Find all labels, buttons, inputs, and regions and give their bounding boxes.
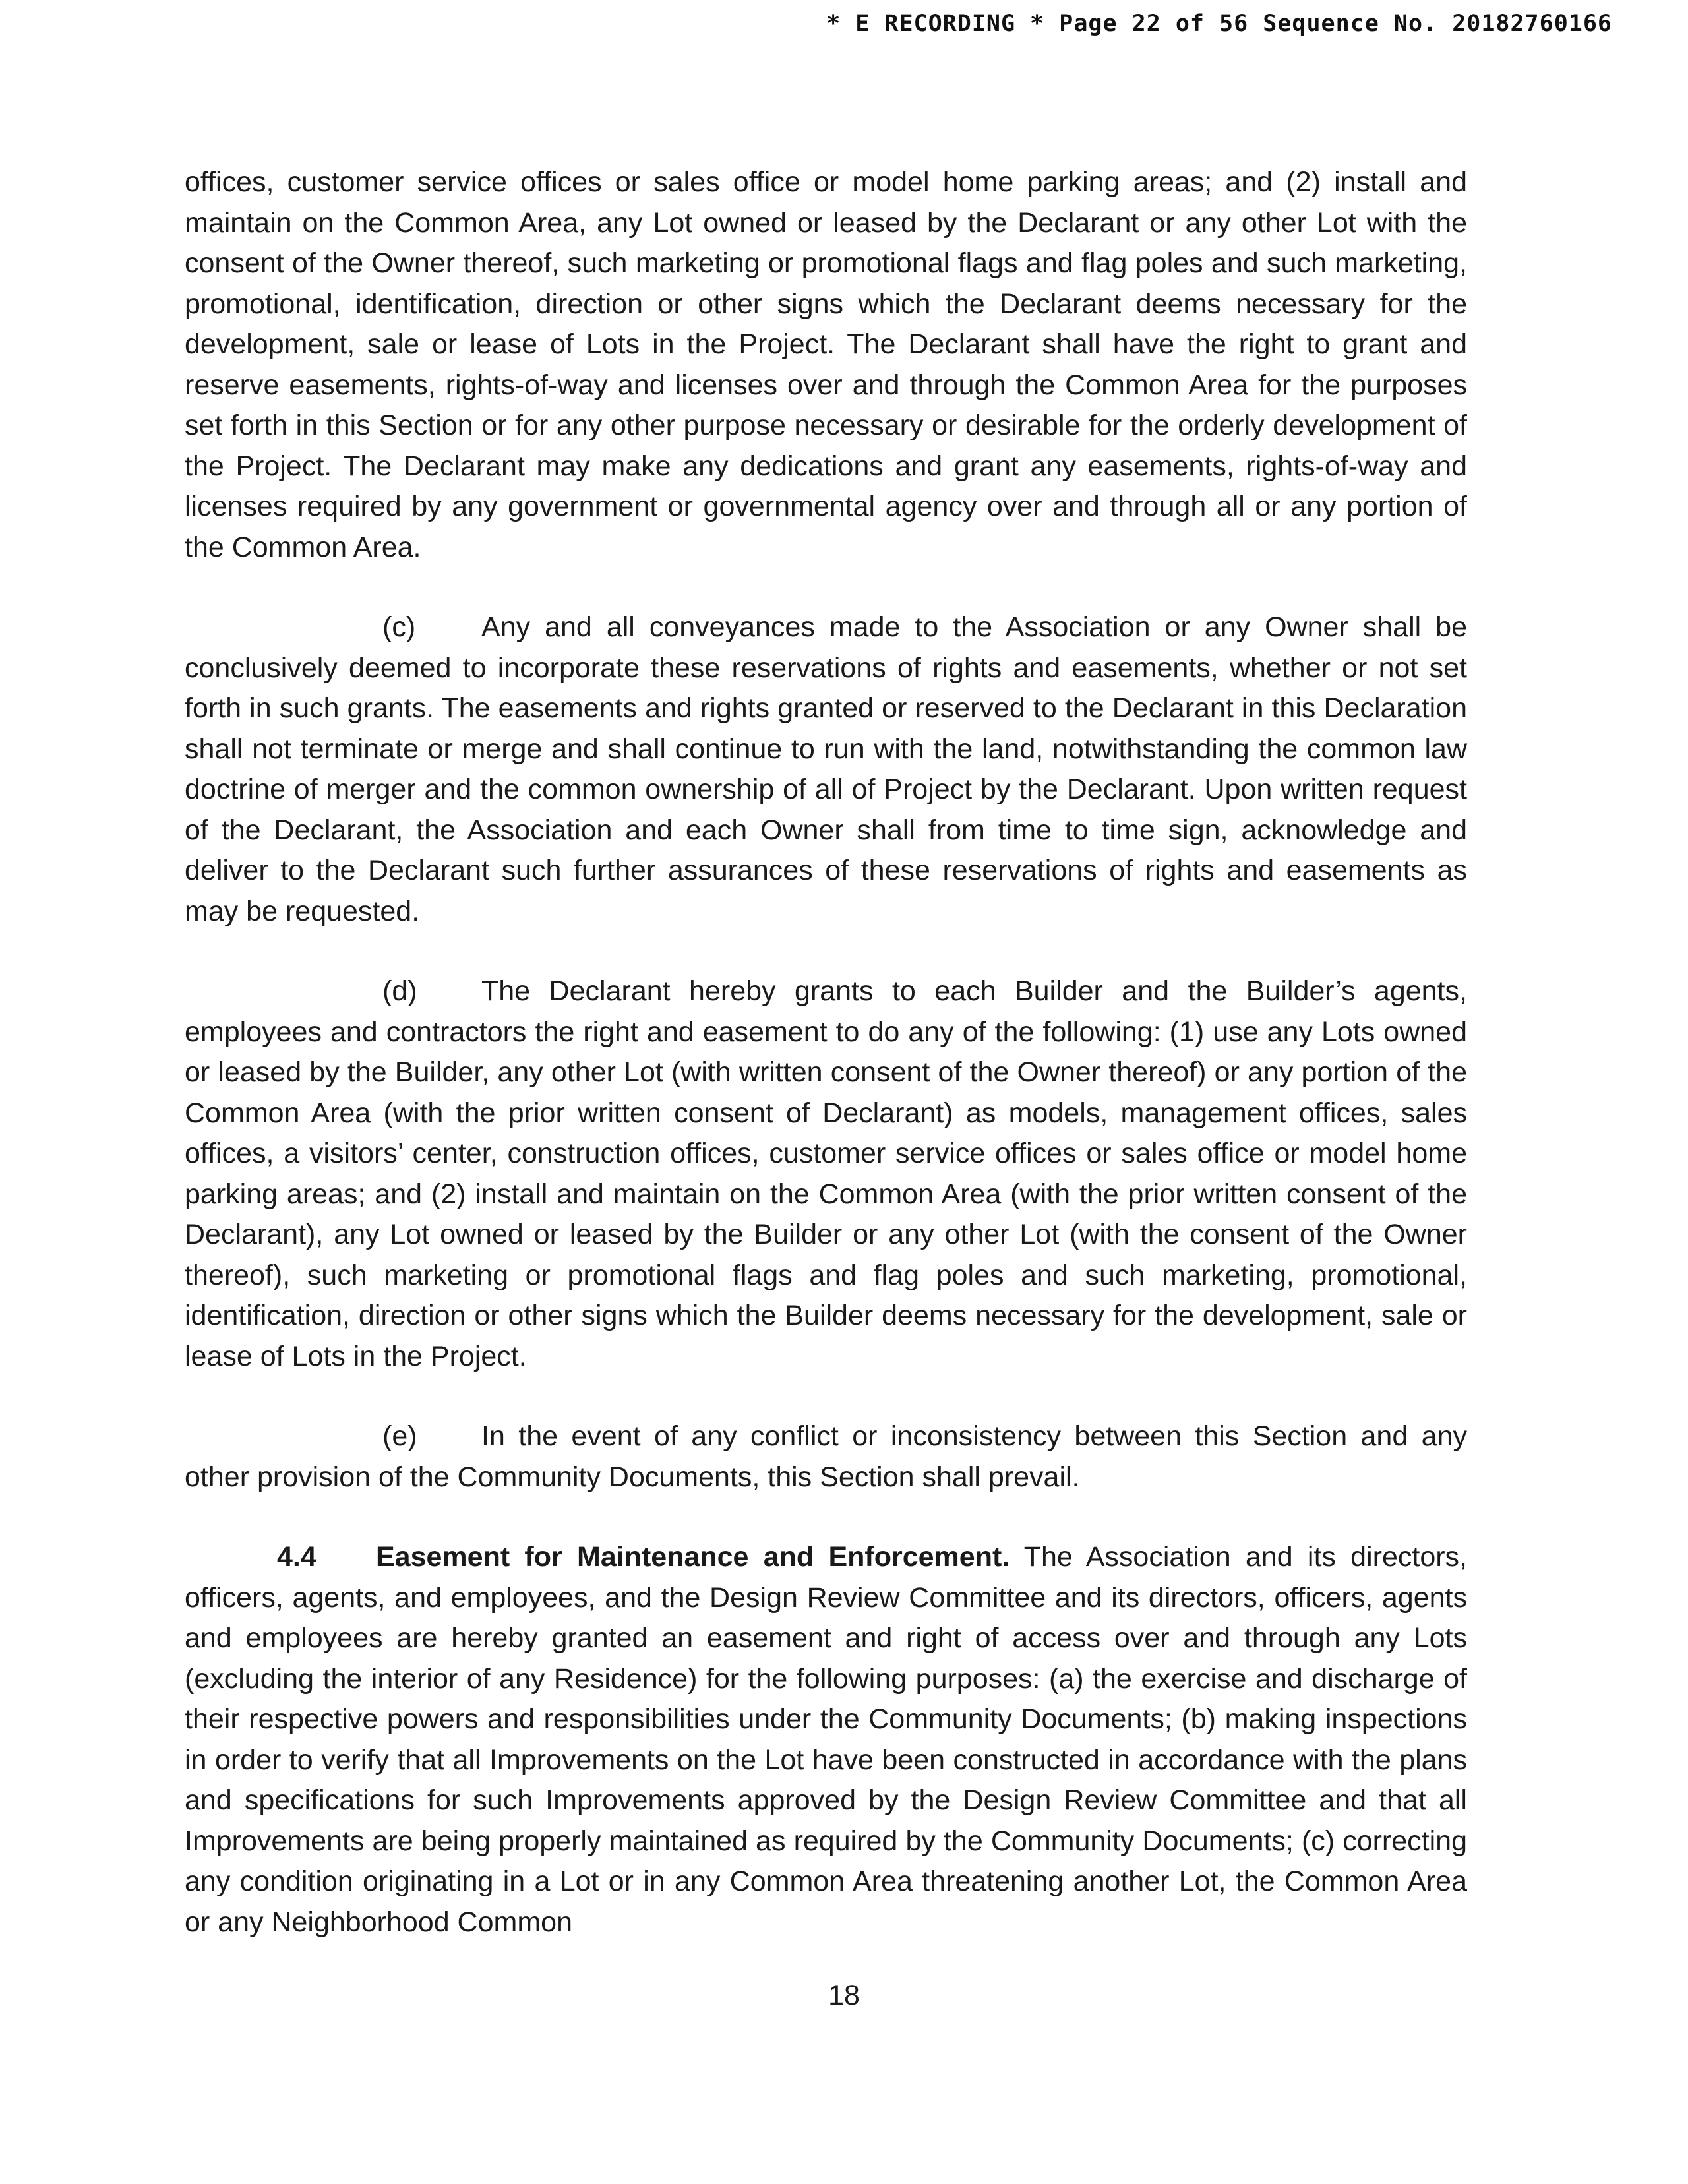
recording-stamp: * E RECORDING * Page 22 of 56 Sequence No. 20182760166	[826, 11, 1612, 37]
subsection-d	[185, 971, 1467, 1377]
subsection-e	[185, 1416, 1467, 1498]
subsection-marker: (c)	[382, 611, 416, 643]
document-body	[185, 162, 1467, 1982]
subsection-text: Any and all conveyances made to the Association or any Owner shall be conclusively deemed to incorporate these reservations of rights and easements, whether or not set forth in such grants. The easements and rights granted or reserved to the Declarant in this Declaration shall not terminate or merge and shall continue to run with the land, notwithstanding the common law doctrine of merger and the common ownership of all of Project by the Declarant. Upon written request of the Declarant, the Association and each Owner shall from time to time sign, acknowledge and deliver to the Declarant such further assurances of these reservations of rights and easements as may be requested.	[185, 611, 1467, 927]
section-number: 4.4	[277, 1541, 316, 1573]
paragraph-continuation	[185, 162, 1467, 568]
section-text: The Association and its directors, officers, agents, and employees, and the Design Review Committee and its directors, officers, agents and employees are hereby granted an easement and right of access over and through any Lots (excluding the interior of any Residence) for the following purposes: (a) the exercise and discharge of their respective powers and responsibilities under the Community Documents; (b) making inspections in order to verify that all Improvements on the Lot have been constructed in accordance with the plans and specifications for such Improvements approved by the Design Review Committee and that all Improvements are being properly maintained as required by the Community Documents; (c) correcting any condition originating in a Lot or in any Common Area threatening another Lot, the Common Area or any Neighborhood Common	[185, 1541, 1467, 1938]
subsection-text: In the event of any conflict or inconsistency between this Section and any other provision of the Community Documents, this Section shall prevail.	[185, 1420, 1467, 1493]
subsection-text: The Declarant hereby grants to each Builder and the Builder’s agents, employees and contractors the right and easement to do any of the following: (1) use any Lots owned or leased by the Builder, any other Lot (with written consent of the Owner thereof) or any portion of the Common Area (with the prior written consent of Declarant) as models, management offices, sales offices, a visitors’ center, construction offices, customer service offices or sales office or model home parking areas; and (2) install and maintain on the Common Area (with the prior written consent of the Declarant), any Lot owned or leased by the Builder or any other Lot (with the consent of the Owner thereof), such marketing or promotional flags and flag poles and such marketing, promotional, identification, direction or other signs which the Builder deems necessary for the development, sale or lease of Lots in the Project.	[185, 975, 1467, 1372]
subsection-marker: (d)	[382, 975, 417, 1007]
section-title: Easement for Maintenance and Enforcement.	[376, 1541, 1010, 1573]
subsection-c	[185, 607, 1467, 932]
subsection-marker: (e)	[382, 1420, 417, 1452]
section-4-4	[185, 1537, 1467, 1943]
paragraph-text: offices, customer service offices or sales office or model home parking areas; and (2) install and maintain on the Common Area, any Lot owned or leased by the Declarant or any other Lot with the consent of the Owner thereof, such marketing or promotional flags and flag poles and such marketing, promotional, identification, direction or other signs which the Declarant deems necessary for the development, sale or lease of Lots in the Project. The Declarant shall have the right to grant and reserve easements, rights-of-way and licenses over and through the Common Area for the purposes set forth in this Section or for any other purpose necessary or desirable for the orderly development of the Project. The Declarant may make any dedications and grant any easements, rights-of-way and licenses required by any government or governmental agency over and through all or any portion of the Common Area.	[185, 166, 1467, 563]
page-number: 18	[828, 1980, 860, 2011]
